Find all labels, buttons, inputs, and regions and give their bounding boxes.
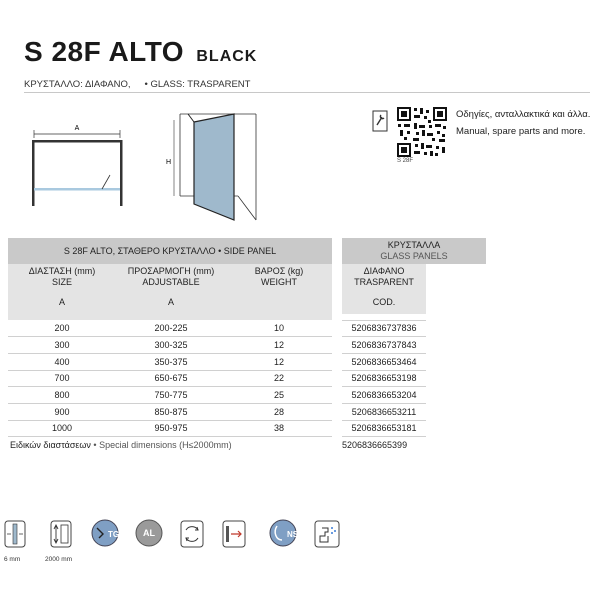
glass-panel-top (34, 188, 120, 191)
cell-code: 5206836737843 (342, 337, 426, 354)
table-title: S 28F ALTO, ΣΤΑΘΕΡΟ ΚΡΥΣΤΑΛΛΟ • SIDE PANEL (8, 238, 332, 264)
special-gr: Ειδικών διαστάσεων (10, 440, 91, 450)
al-label: AL (143, 528, 155, 538)
cell-size: 200 (8, 320, 116, 337)
cell-size: 400 (8, 353, 116, 370)
top-view-diagram (22, 120, 128, 206)
special-dimensions (10, 440, 232, 450)
cell-size: 700 (8, 370, 116, 387)
wrench-icon (372, 110, 388, 132)
manual-info (456, 106, 590, 140)
col-size-en: SIZE (51, 277, 72, 287)
cell-adjustable: 850-875 (116, 403, 226, 420)
cell-weight: 38 (226, 420, 332, 437)
cell-code: 5206836653464 (342, 353, 426, 370)
height-icon (50, 520, 72, 548)
cell-weight: 12 (226, 353, 332, 370)
sub-adjustable: A (116, 290, 226, 314)
cleaning-icon (314, 520, 340, 548)
table-row (8, 420, 486, 437)
cell-size: 800 (8, 387, 116, 404)
special-en: • Special dimensions (H≤2000mm) (90, 440, 232, 450)
cell-adjustable: 200-225 (116, 320, 226, 337)
width-label: A (74, 125, 80, 132)
product-model: S 28F ALTO (24, 36, 185, 67)
qr-code[interactable] (396, 106, 448, 158)
col-weight-en: WEIGHT (261, 277, 297, 287)
cell-adjustable: 300-325 (116, 337, 226, 354)
table-row (8, 387, 486, 404)
height-label: H (166, 159, 172, 166)
clear-gr: ΔΙΑΦΑΝΟ (363, 266, 405, 276)
table-row (8, 353, 486, 370)
col-weight-header (226, 264, 332, 290)
cell-adjustable: 350-375 (116, 353, 226, 370)
wall-mount-icon (222, 520, 246, 548)
col-adj-en: ADJUSTABLE (142, 277, 200, 287)
col-adj-gr: ΠΡΟΣΑΡΜΟΓΗ (mm) (127, 266, 215, 276)
glass-panels-gr: ΚΡΥΣΤΑΛΛΑ (387, 240, 441, 250)
cell-weight: 25 (226, 387, 332, 404)
col-weight-gr: ΒΑΡΟΣ (kg) (254, 266, 304, 276)
cell-code: 5206836653211 (342, 403, 426, 420)
table-row (8, 320, 486, 337)
tg-label: TG (108, 530, 120, 539)
sub-size: A (8, 290, 116, 314)
nano-coating-icon (268, 518, 298, 548)
ns-label: NS (287, 530, 298, 539)
wall-right (120, 140, 123, 206)
cell-code: 5206836653198 (342, 370, 426, 387)
manual-info-en: Manual, spare parts and more. (456, 126, 586, 137)
product-title (24, 36, 257, 68)
table-row (8, 337, 486, 354)
wall-left (32, 140, 35, 206)
cell-code: 5206836653181 (342, 420, 426, 437)
clear-en: TRASPARENT (354, 277, 414, 287)
cell-size: 1000 (8, 420, 116, 437)
cell-size: 300 (8, 337, 116, 354)
glass-spec-en: • GLASS: TRASPARENT (144, 79, 251, 90)
col-size-gr: ΔΙΑΣΤΑΣΗ (mm) (28, 266, 96, 276)
cell-adjustable: 950-975 (116, 420, 226, 437)
cell-code: 5206836653204 (342, 387, 426, 404)
cell-adjustable: 650-675 (116, 370, 226, 387)
height-label-bottom: 2000 mm (45, 556, 73, 563)
product-finish: BLACK (196, 48, 258, 65)
sub-code: COD. (342, 290, 426, 314)
glass-panel (194, 114, 234, 220)
table-row (8, 370, 486, 387)
cell-size: 900 (8, 403, 116, 420)
perspective-diagram (162, 112, 260, 222)
reversible-icon (180, 520, 204, 548)
cell-code: 5206836737836 (342, 320, 426, 337)
support-bar (188, 114, 194, 122)
manual-info-gr: Οδηγίες, ανταλλακτικά και άλλα. (456, 109, 591, 120)
col-size-header (8, 264, 116, 290)
glass-panels-header (342, 238, 486, 264)
qr-label: S 28F (397, 158, 414, 164)
product-table (8, 238, 486, 437)
glass-thickness-label: 6 mm (4, 556, 21, 563)
cell-adjustable: 750-775 (116, 387, 226, 404)
support-arm (102, 175, 110, 189)
aluminium-icon (134, 518, 164, 548)
cell-weight: 22 (226, 370, 332, 387)
glass-panels-en: GLASS PANELS (380, 251, 448, 261)
glass-spec-line (24, 79, 250, 90)
col-adjustable-header (116, 264, 226, 290)
header-divider (24, 92, 590, 93)
cell-weight: 12 (226, 337, 332, 354)
cell-weight: 28 (226, 403, 332, 420)
glass-thickness-icon (4, 520, 26, 548)
table-row (8, 403, 486, 420)
tempered-glass-icon (90, 518, 120, 548)
cell-weight: 10 (226, 320, 332, 337)
glass-spec-gr: ΚΡΥΣΤΑΛΛΟ: ΔΙΑΦΑΝΟ, (24, 79, 131, 90)
clear-glass-header (342, 264, 426, 290)
special-code: 5206836665399 (342, 440, 408, 450)
